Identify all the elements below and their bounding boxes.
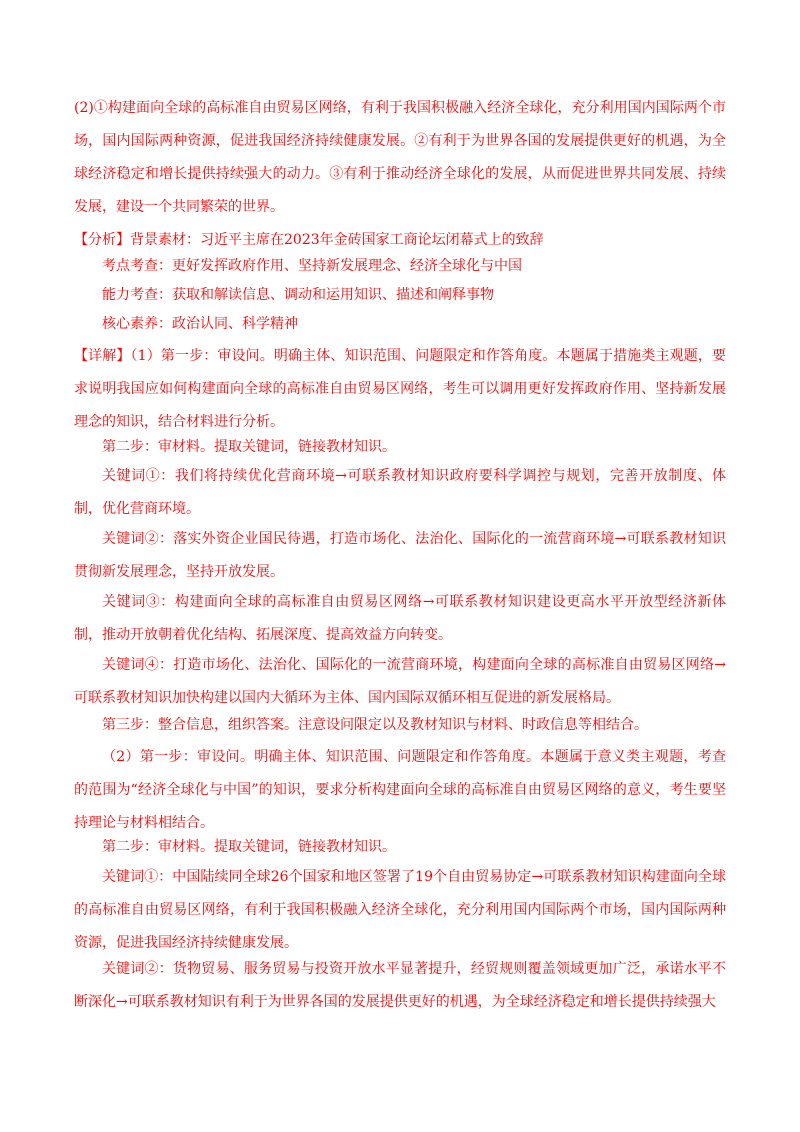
detail-q2-step1: （2）第一步：审设问。明确主体、知识范围、问题限定和作答角度。本题属于意义类主观题，考查的范围为“经济全球化与中国”的知识，要求分析构建面向全球的高标准自由贸易区网络的意义，考生要坚持理论与材料相结合。: [74, 749, 726, 831]
analysis-ability: 能力考查：获取和解读信息、调动和运用知识、描述和阐释事物: [102, 287, 494, 303]
detail-q1-keyword-1: 关键词①：我们将持续优化营商环境→可联系教材知识政府要科学调控与规划，完善开放制度、体制，优化营商环境。: [74, 468, 726, 517]
answer-part-2: (2)①构建面向全球的高标准自由贸易区网络，有利于我国积极融入经济全球化，充分利用国内国际两个市场，国内国际两种资源，促进我国经济持续健康发展。②有利于为世界各国的发展提供更好的机遇，为全球经济稳定和增长提供持续强大的动力。③有利于推动经济全球化的发展，从而促进世界共同发展、持续发展，建设一个共同繁荣的世界。: [74, 100, 726, 215]
analysis-points: 考点考查：更好发挥政府作用、坚持新发展理念、经济全球化与中国: [102, 258, 522, 274]
detail-q1-keyword-4: 关键词④：打造市场化、法治化、国际化的一流营商环境，构建面向全球的高标准自由贸易区网络→可联系教材知识加快构建以国内大循环为主体、国内国际双循环相互促进的新发展格局。: [74, 657, 726, 706]
analysis-literacy: 核心素养：政治认同、科学精神: [102, 316, 298, 332]
detail-q2-keyword-1: 关键词①：中国陆续同全球26个国家和地区签署了19个自由贸易协定→可联系教材知识构建面向全球的高标准自由贸易区网络，有利于我国积极融入经济全球化，充分利用国内国际两个市场，国内国际两种资源，促进我国经济持续健康发展。: [74, 869, 726, 951]
analysis-background: 【分析】背景素材：习近平主席在2023年金砖国家工商论坛闭幕式上的致辞: [74, 232, 544, 248]
detail-q1-step2: 第二步：审材料。提取关键词，链接教材知识。: [102, 439, 396, 455]
detail-q1-keyword-3: 关键词③：构建面向全球的高标准自由贸易区网络→可联系教材知识建设更高水平开放型经济新体制，推动开放朝着优化结构、拓展深度、提高效益方向转变。: [74, 594, 726, 643]
detail-q2-step2: 第二步：审材料。提取关键词，链接教材知识。: [102, 839, 396, 855]
detail-q1-step1: 【详解】（1）第一步：审设问。明确主体、知识范围、问题限定和作答角度。本题属于措施类主观题，要求说明我国应如何构建面向全球的高标准自由贸易区网络，考生可以调用更好发挥政府作用、坚持新发展理念的知识，结合材料进行分析。: [74, 348, 726, 430]
detail-q2-keyword-2: 关键词②：货物贸易、服务贸易与投资开放水平显著提升，经贸规则覆盖领域更加广泛，承诺水平不断深化→可联系教材知识有利于为世界各国的发展提供更好的机遇，为全球经济稳定和增长提供持续强大: [74, 961, 726, 1010]
detail-q1-keyword-2: 关键词②：落实外资企业国民待遇，打造市场化、法治化、国际化的一流营商环境→可联系教材知识贯彻新发展理念，坚持开放发展。: [74, 531, 726, 580]
detail-q1-step3: 第三步：整合信息，组织答案。注意设问限定以及教材知识与材料、时政信息等相结合。: [102, 717, 648, 733]
